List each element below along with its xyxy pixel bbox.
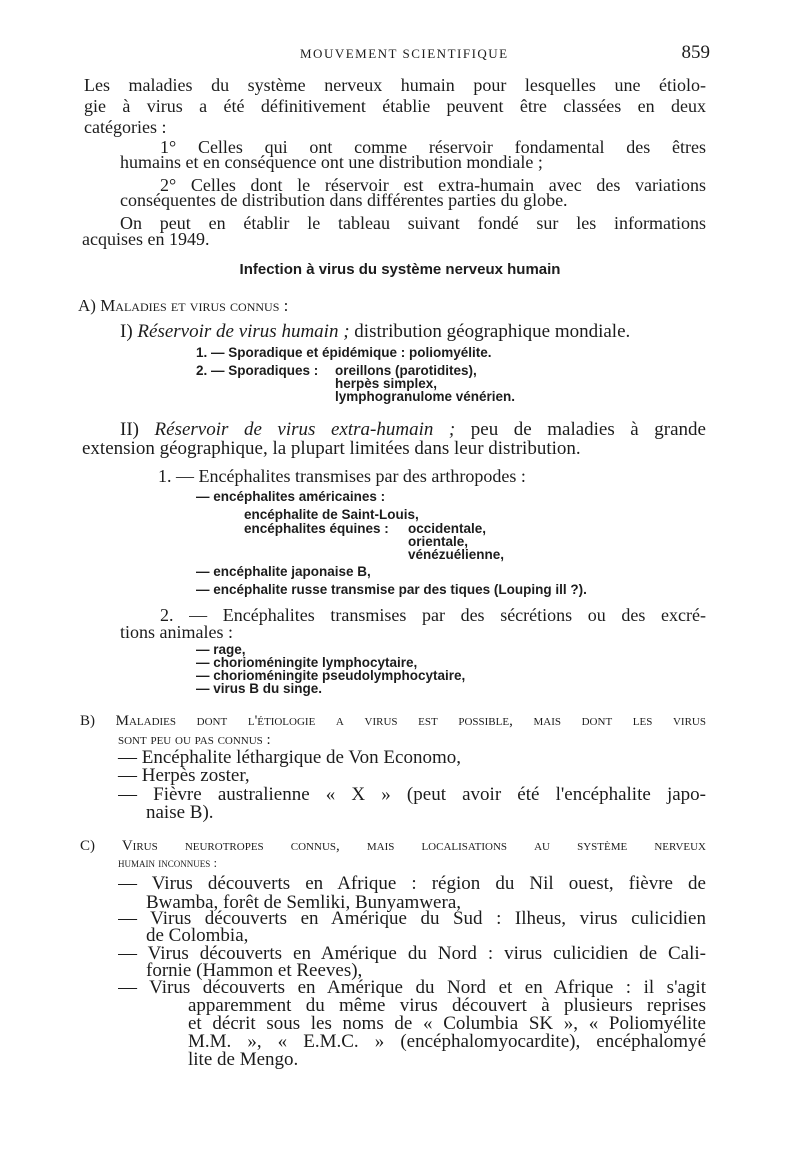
category-1-line-2: humains et en conséquence ont une distribution mondiale ; [120,152,543,172]
sporadic-label: 2. — Sporadiques : [196,363,319,378]
section-b-heading-2: sont peu ou pas connus : [118,732,271,748]
section-c-line-11: lite de Mengo. [188,1049,299,1070]
section-a-I-italic: Réservoir de virus humain ; [137,321,350,342]
intro-line-3: catégories : [84,117,167,137]
section-c-heading-1: C) Virus neurotropes connus, mais localisations au système nerveux [80,838,706,854]
section-a-II-prefix: II) [120,420,155,440]
section-a-I-rest: distribution géographique mondiale. [349,321,631,342]
lymphocytic-item: — chorioméningite lymphocytaire, [196,655,418,670]
section-a-I-prefix: I) [120,321,138,342]
category-2-line-2: conséquentes de distribution dans différentes parties du globe. [120,190,568,210]
section-a-I-line [120,322,630,342]
equine-value-3: vénézuélienne, [408,547,505,562]
section-b-item-3-line-2: naise B). [146,802,214,823]
section-c-line-10: M.M. », « E.M.C. » (encéphalomyocardite), encéphalomyé [188,1032,706,1052]
american-encephalitis: — encéphalites américaines : [196,489,386,504]
section-c-line-5: — Virus découverts en Amérique du Nord : virus culicidien de Cali- [118,944,706,964]
sporadic-value-2: herpès simplex, [335,376,438,391]
section-a-II-italic: Réservoir de virus extra-humain ; [154,420,456,440]
intro-line-1: Les maladies du système nerveux humain pour lesquelles une étiolo- [84,75,706,95]
section-a-II-rest: peu de maladies à grande [455,420,706,440]
section-c-heading-2: humain inconnues : [118,855,218,870]
table-intro-line-1: On peut en établir le tableau suivant fondé sur les informations [120,213,706,233]
section-b-item-2: — Herpès zoster, [118,765,250,786]
sporadic-epidemic-item: 1. — Sporadique et épidémique : poliomyélite. [196,345,492,360]
animal-secretions-line-2: tions animales : [120,622,233,642]
section-c-line-3: — Virus découverts en Amérique du Sud : Ilheus, virus culicidien [118,909,706,929]
section-c-line-2: Bwamba, forêt de Semliki, Bunyamwera, [146,892,462,913]
arthropod-heading: 1. — Encéphalites transmises par des arthropodes : [158,466,526,486]
section-b-item-3-line-1: — Fièvre australienne « X » (peut avoir été l'encéphalite japo- [118,785,706,805]
section-c-line-4: de Colombia, [146,925,249,946]
section-c-line-8: apparemment du même virus découvert à plusieurs reprises [188,996,706,1016]
equine-value-1: occidentale, [408,521,487,536]
pseudolymphocytic-item: — chorioméningite pseudolymphocytaire, [196,668,466,683]
category-1-line-1: 1° Celles qui ont comme réservoir fondamental des êtres [160,137,706,157]
japanese-encephalitis: — encéphalite japonaise B, [196,564,371,579]
table-title: Infection à virus du système nerveux humain [239,261,561,278]
page-number: 859 [681,42,710,63]
intro-line-2: gie à virus a été définitivement établie peuvent être classées en deux [84,96,706,116]
equine-value-2: orientale, [408,534,469,549]
sporadic-value-3: lymphogranulome vénérien. [335,389,516,404]
section-a-II-line-1 [120,420,706,440]
section-c-line-7: — Virus découverts en Amérique du Nord et en Afrique : il s'agit [118,978,706,998]
running-title: MOUVEMENT SCIENTIFIQUE [300,46,509,61]
category-2-line-1: 2° Celles dont le réservoir est extra-humain avec des variations [160,175,706,195]
section-a-II-line-2: extension géographique, la plupart limitées dans leur distribution. [82,438,581,459]
russian-encephalitis: — encéphalite russe transmise par des tiques (Louping ill ?). [196,582,587,597]
animal-secretions-line-1: 2. — Encéphalites transmises par des sécrétions ou des excré- [160,605,706,625]
st-louis-encephalitis: encéphalite de Saint-Louis, [244,507,419,522]
section-c-line-1: — Virus découverts en Afrique : région du Nil ouest, fièvre de [118,874,706,894]
section-a-heading: A) Maladies et virus connus : [78,296,289,315]
table-intro-line-2: acquises en 1949. [82,229,210,249]
section-c-line-6: fornie (Hammon et Reeves), [146,960,363,981]
monkey-b-virus-item: — virus B du singe. [196,681,323,696]
section-b-item-1: — Encéphalite léthargique de Von Economo, [118,747,461,768]
rage-item: — rage, [196,642,246,657]
section-b-heading-1: B) Maladies dont l'étiologie a virus est possible, mais dont les virus [80,713,706,729]
page-header [0,44,800,68]
sporadic-value-1: oreillons (parotidites), [335,363,477,378]
section-c-line-9: et décrit sous les noms de « Columbia SK », « Poliomyélite [188,1014,706,1034]
equine-label: encéphalites équines : [244,521,389,536]
